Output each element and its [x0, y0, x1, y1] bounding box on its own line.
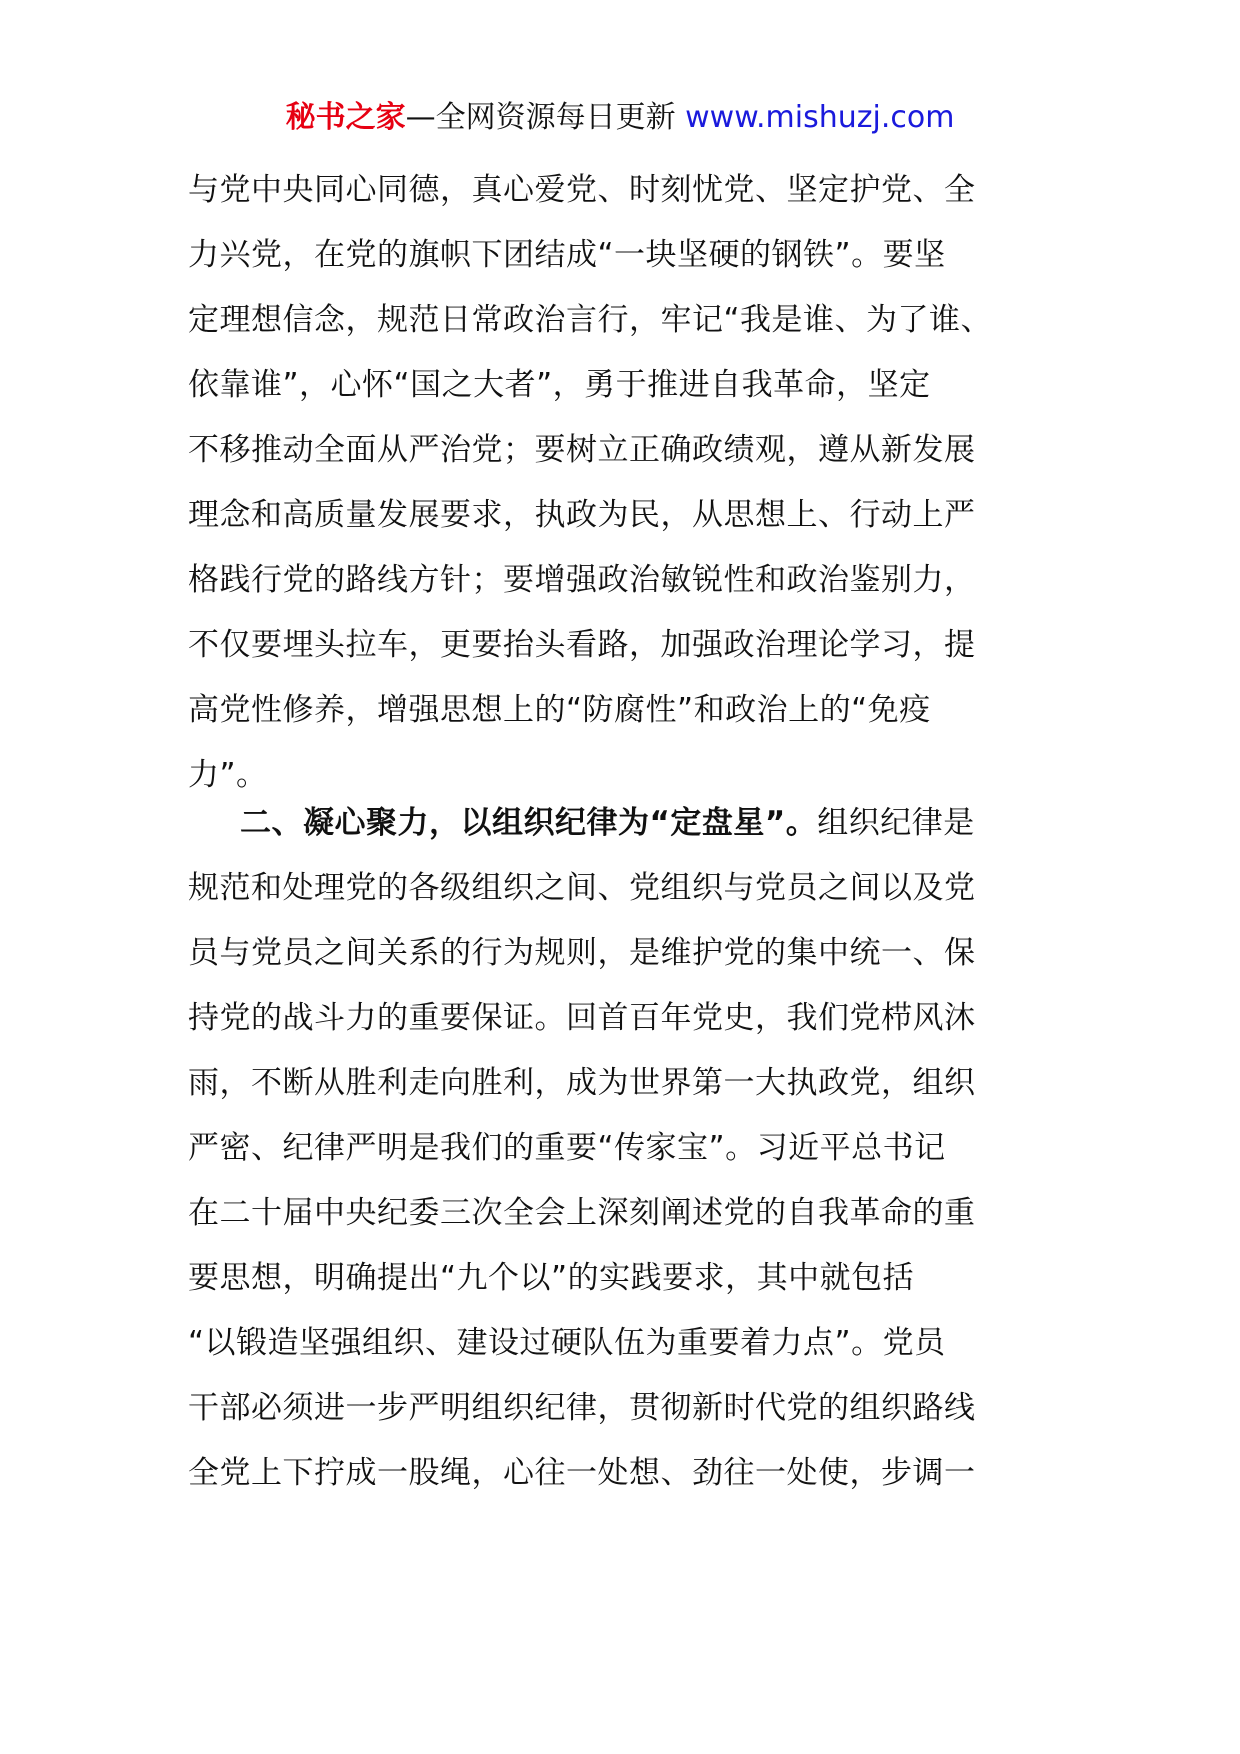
text-line: 严密、纪律严明是我们的重要“传家宝”。习近平总书记 — [188, 1130, 946, 1166]
text-line: 雨，不断从胜利走向胜利，成为世界第一大执政党，组织 — [188, 1065, 976, 1101]
text-line: 规范和处理党的各级组织之间、党组织与党员之间以及党 — [188, 870, 976, 906]
site-url-link[interactable]: www.mishuzj.com — [685, 100, 955, 135]
text-line: 力兴党，在党的旗帜下团结成“一块坚硬的钢铁”。要坚 — [188, 237, 946, 273]
brand-name: 秘书之家 — [285, 100, 406, 135]
text-line: 与党中央同心同德，真心爱党、时刻忧党、坚定护党、全 — [188, 172, 976, 208]
text-line: 依靠谁”，心怀“国之大者”，勇于推进自我革命，坚定 — [188, 367, 931, 403]
text-span: 组织纪律是 — [817, 805, 975, 841]
paragraph-1 — [188, 158, 992, 808]
paragraph-2 — [188, 791, 976, 1506]
text-line: 不移推动全面从严治党；要树立正确政绩观，遵从新发展 — [188, 432, 976, 468]
text-line: 员与党员之间关系的行为规则，是维护党的集中统一、保 — [188, 935, 976, 971]
text-line: 全党上下拧成一股绳，心往一处想、劲往一处使，步调一 — [188, 1455, 976, 1491]
text-line: 力”。 — [188, 757, 268, 793]
text-line: 高党性修养，增强思想上的“防腐性”和政治上的“免疫 — [188, 692, 931, 728]
text-line: 持党的战斗力的重要保证。回首百年党史，我们党栉风沐 — [188, 1000, 976, 1036]
text-line: 干部必须进一步严明组织纪律，贯彻新时代党的组织路线 — [188, 1390, 976, 1426]
text-line: 理念和高质量发展要求，执政为民，从思想上、行动上严 — [188, 497, 976, 533]
section-heading-line — [188, 791, 976, 856]
section-heading: 二、凝心聚力，以组织纪律为“定盘星”。 — [240, 805, 818, 841]
text-line: 定理想信念，规范日常政治言行，牢记“我是谁、为了谁、 — [188, 302, 993, 338]
text-line: 在二十届中央纪委三次全会上深刻阐述党的自我革命的重 — [188, 1195, 976, 1231]
text-line: 不仅要埋头拉车，更要抬头看路，加强政治理论学习，提 — [188, 627, 976, 663]
header-tagline: —全网资源每日更新 — [405, 100, 686, 135]
text-line: 要思想，明确提出“九个以”的实践要求，其中就包括 — [188, 1260, 915, 1296]
site-header — [0, 98, 1240, 138]
text-line: 格践行党的路线方针；要增强政治敏锐性和政治鉴别力， — [188, 562, 976, 598]
text-line: “以锻造坚强组织、建设过硬队伍为重要着力点”。党员 — [188, 1325, 946, 1361]
